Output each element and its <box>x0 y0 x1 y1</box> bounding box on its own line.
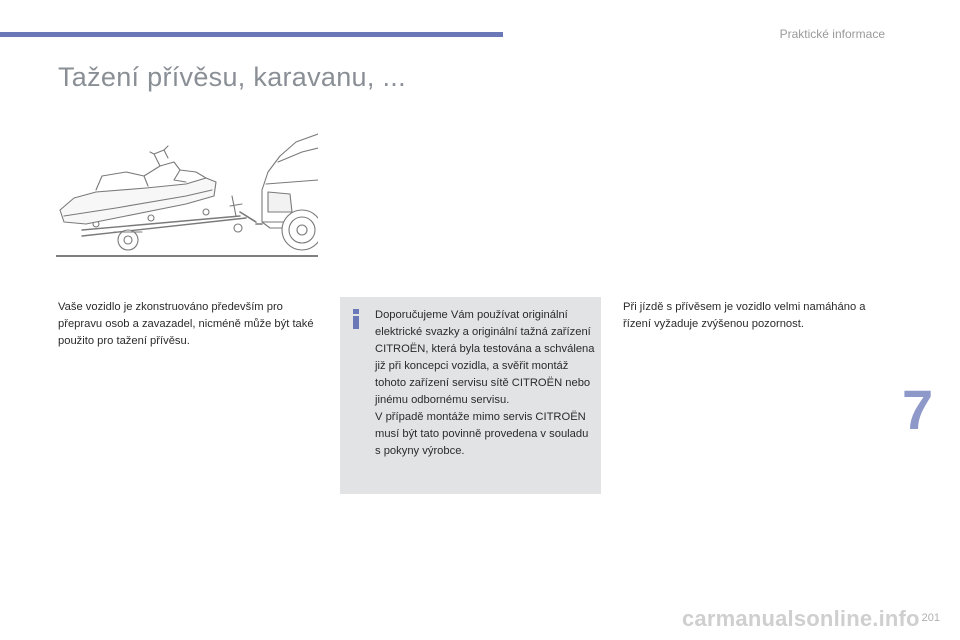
watermark: carmanualsonline.info <box>682 606 920 631</box>
info-icon <box>353 309 359 329</box>
chapter-number: 7 <box>902 378 934 441</box>
section-label: Praktické informace <box>779 27 885 41</box>
info-box <box>340 297 601 494</box>
page-number: 201 <box>921 612 940 624</box>
page-title: Tažení přívěsu, karavanu, ... <box>58 62 406 92</box>
driving-caution-paragraph: Při jízdě s přívěsem je vozidlo velmi namáháno a řízení vyžaduje zvýšenou pozornost. <box>623 301 866 330</box>
info-box-text <box>375 307 597 460</box>
car-towing-jetski-trailer-icon <box>56 132 318 260</box>
intro-paragraph: Vaše vozidlo je zkonstruováno především pro přepravu osob a zavazadel, nicméně může být také použito pro tažení přívěsu. <box>58 301 314 347</box>
info-text-installation: V případě montáže mimo servis CITROËN musí být tato povinně provedena v souladu s pokyny výrobce. <box>375 411 589 457</box>
info-text-recommendation: Doporučujeme Vám používat originální elektrické svazky a originální tažná zařízení CITROËN, která byla testována a schválena již při koncepci vozidla, a svěřit montáž tohoto zařízení servisu sítě CITROËN nebo jinému odbornému servisu. <box>375 309 595 406</box>
header-accent-bar <box>0 32 503 37</box>
